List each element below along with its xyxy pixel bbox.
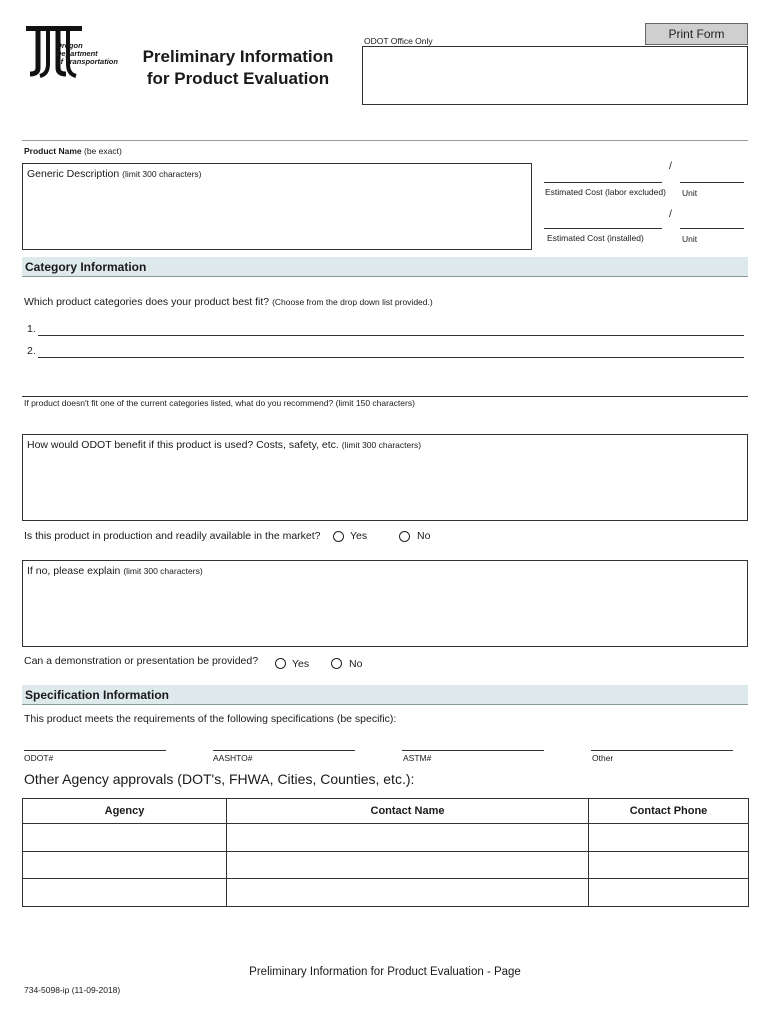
category-item-2-label: 2.	[27, 345, 36, 357]
category-item-1-label: 1.	[27, 323, 36, 335]
agency-table	[22, 798, 749, 907]
recommend-label: If product doesn't fit one of the current categories listed, what do you recommend? (limit 150 characters)	[24, 398, 415, 408]
availability-no-label: No	[417, 530, 431, 542]
contact-name-cell[interactable]	[227, 851, 589, 879]
contact-name-column-header: Contact Name	[227, 799, 589, 824]
demo-no-radio[interactable]	[331, 658, 342, 669]
availability-no-radio[interactable]	[399, 531, 410, 542]
unit-label-1: Unit	[682, 188, 698, 198]
generic-description-label: Generic Description (limit 300 characters)	[27, 168, 202, 180]
logo-text: Oregon Department of Transportation	[56, 41, 118, 66]
contact-name-cell[interactable]	[227, 879, 589, 907]
demo-question: Can a demonstration or presentation be provided?	[24, 655, 259, 667]
category-section-header: Category Information	[22, 257, 748, 277]
unit-field-2[interactable]	[680, 228, 744, 229]
generic-description-field[interactable]	[22, 163, 532, 250]
contact-phone-cell[interactable]	[589, 824, 749, 852]
demo-no-label: No	[349, 658, 363, 670]
agency-approvals-heading: Other Agency approvals (DOT's, FHWA, Cities, Counties, etc.):	[24, 771, 415, 787]
explain-field[interactable]	[22, 560, 748, 647]
cost-slash-1: /	[669, 160, 672, 172]
unit-label-2: Unit	[682, 234, 698, 244]
demo-yes-radio[interactable]	[275, 658, 286, 669]
availability-yes-radio[interactable]	[333, 531, 344, 542]
page-title: Preliminary Information for Product Evaluation	[142, 47, 334, 88]
benefit-label: How would ODOT benefit if this product is used? Costs, safety, etc. (limit 300 characters)	[27, 439, 422, 451]
table-row	[23, 824, 749, 852]
odot-spec-label: ODOT#	[24, 753, 54, 763]
footer-page-title: Preliminary Information for Product Evaluation - Page	[249, 966, 521, 978]
category-select-2[interactable]	[38, 357, 744, 358]
cost-labor-field[interactable]	[544, 182, 662, 183]
other-spec-label: Other	[592, 753, 614, 763]
aashto-spec-field[interactable]	[213, 750, 355, 751]
office-only-label: ODOT Office Only	[364, 36, 433, 46]
category-question: Which product categories does your product best fit? (Choose from the drop down list provided.)	[24, 296, 433, 308]
benefit-field[interactable]	[22, 434, 748, 521]
cost-installed-field[interactable]	[544, 228, 662, 229]
agency-cell[interactable]	[23, 824, 227, 852]
agency-cell[interactable]	[23, 879, 227, 907]
contact-phone-column-header: Contact Phone	[589, 799, 749, 824]
demo-yes-label: Yes	[292, 658, 310, 670]
product-name-label: Product Name (be exact)	[24, 146, 122, 156]
table-row	[23, 851, 749, 879]
cost-labor-label: Estimated Cost (labor excluded)	[545, 187, 666, 197]
odot-spec-field[interactable]	[24, 750, 166, 751]
unit-field-1[interactable]	[680, 182, 744, 183]
astm-spec-field[interactable]	[402, 750, 544, 751]
recommend-field[interactable]	[22, 396, 748, 397]
agency-cell[interactable]	[23, 851, 227, 879]
availability-yes-label: Yes	[350, 530, 368, 542]
availability-question: Is this product in production and readily available in the market?	[24, 530, 321, 542]
specification-section-header: Specification Information	[22, 685, 748, 705]
header-divider	[22, 140, 748, 141]
cost-installed-label: Estimated Cost (installed)	[547, 233, 644, 243]
table-row	[23, 879, 749, 907]
cost-slash-2: /	[669, 208, 672, 220]
agency-column-header: Agency	[23, 799, 227, 824]
print-form-button[interactable]: Print Form	[645, 23, 748, 45]
astm-spec-label: ASTM#	[403, 753, 432, 763]
spec-intro: This product meets the requirements of the following specifications (be specific):	[24, 713, 397, 725]
category-select-1[interactable]	[38, 335, 744, 336]
aashto-spec-label: AASHTO#	[213, 753, 253, 763]
office-only-box[interactable]	[362, 46, 748, 105]
form-number: 734-5098-ip (11-09-2018)	[24, 985, 121, 995]
contact-phone-cell[interactable]	[589, 879, 749, 907]
agency-table-header	[23, 799, 749, 824]
contact-name-cell[interactable]	[227, 824, 589, 852]
contact-phone-cell[interactable]	[589, 851, 749, 879]
other-spec-field[interactable]	[591, 750, 733, 751]
explain-label: If no, please explain (limit 300 characters)	[27, 565, 203, 577]
